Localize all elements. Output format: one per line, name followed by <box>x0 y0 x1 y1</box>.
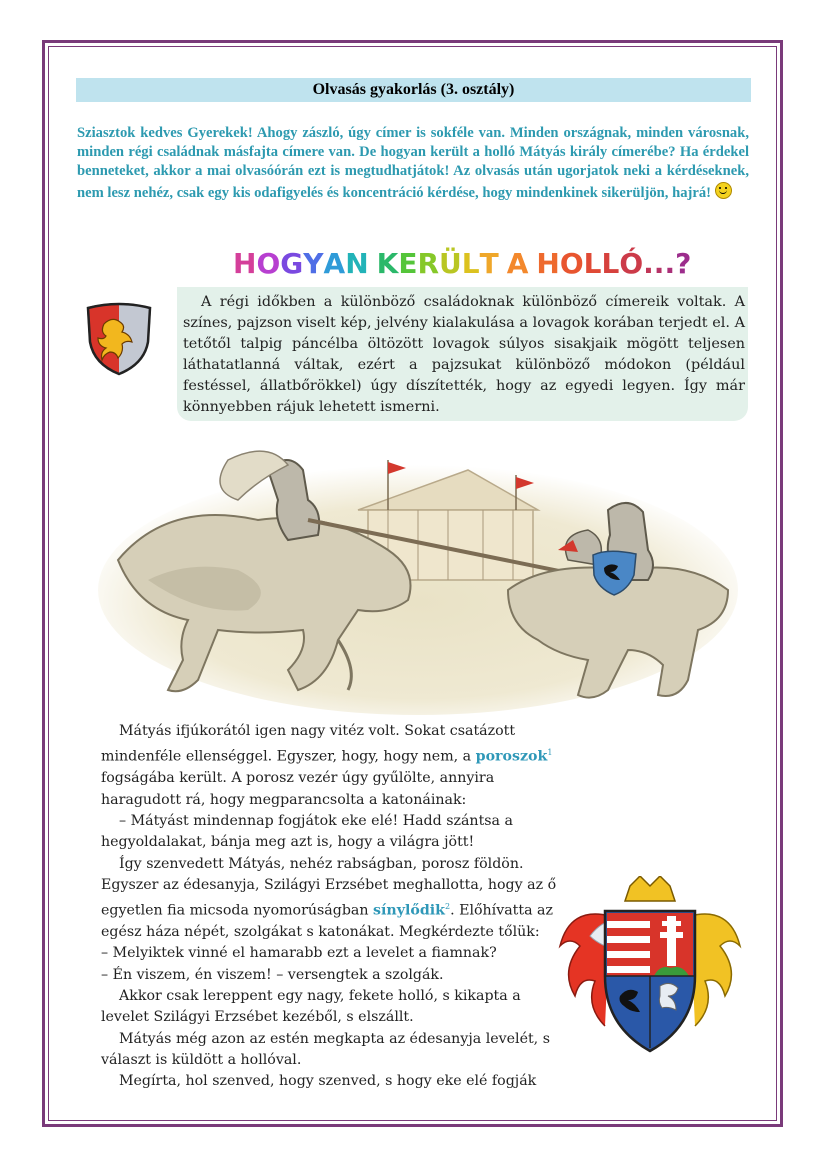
headline-letter: L <box>461 247 480 280</box>
headline-letter: L <box>583 247 602 280</box>
story-paragraph-8 <box>101 1071 571 1092</box>
footnote-ref-2: 2 <box>444 902 451 912</box>
story-p2: – Mátyást mindennap fogjátok eke elé! Hadd szántsa a hegyoldalakat, bánja meg azt is, hogy a világra jött! <box>101 812 513 851</box>
headline-letter: H <box>233 247 257 280</box>
story-p3-start: Így szenvedett Mátyás, nehéz rabságban, porosz földön. Egyszer az édesanyja, Szilágyi Erzsébet meghallotta, hogy az ő egyetlen fia micsoda nyomorúságban <box>101 855 557 919</box>
intro-text: Sziasztok kedves Gyerekek! Ahogy zászló, úgy címer is sokféle van. Minden országnak, minden városnak, minden régi családnak másfajta címere van. De hogyan került a holló Mátyás király címerébe? Ha érdekel benneteket, akkor a mai olvasóórán ezt is megtudhatjátok! Az olvasás után ugorjatok neki a kérdéseknek, nem lesz nehéz, csak egy kis odafigyelés és koncentráció kérdése, hogy mindenkinek sikerüljön, hajrá! <box>77 125 749 201</box>
headline-letter: G <box>280 247 304 280</box>
headline-letter: H <box>536 247 560 280</box>
headline-letter: . <box>653 247 665 280</box>
footnote-word-poroszok: poroszok <box>475 749 548 766</box>
headline-letter: N <box>345 247 369 280</box>
story-paragraph-4 <box>101 943 571 964</box>
story-p1-end: fogságába került. A porosz vezér úgy gyűlölte, annyira haragudott rá, hogy megparancsolta a katonáinak: <box>101 770 495 808</box>
headline-letter: K <box>376 247 399 280</box>
page-title: Olvasás gyakorlás (3. osztály) <box>76 78 751 102</box>
lion-shield-icon <box>84 302 154 376</box>
story-p7: Mátyás még azon az estén megkapta az édesanyja levelét, s választ is küldött a hollóval. <box>101 1030 550 1068</box>
headline-letter: ? <box>675 247 692 280</box>
story-paragraph-7 <box>101 1029 571 1072</box>
footnote-ref-1: 1 <box>547 748 553 758</box>
story-text <box>101 721 571 1093</box>
headline-letter: O <box>559 247 584 280</box>
smiley-icon <box>715 182 732 199</box>
footnote-word-sinylodik: sínylődik <box>373 902 445 919</box>
story-paragraph-2 <box>101 811 571 854</box>
story-p3-end: . Előhívatta az egész háza népét, szolgákat s katonákat. Megkérdezte tőlük: <box>101 902 553 941</box>
story-paragraph-3 <box>101 854 571 944</box>
headline-letter: T <box>479 247 499 280</box>
headline-letter: A <box>506 247 529 280</box>
story-p4: – Melyiktek vinné el hamarabb ezt a levelet a fiamnak? <box>101 945 497 962</box>
headline-letter: L <box>601 247 620 280</box>
intro-paragraph <box>77 124 749 203</box>
story-paragraph-1 <box>101 721 571 811</box>
story-headline <box>233 247 691 280</box>
story-p1-start: Mátyás ifjúkorától igen nagy vitéz volt. Sokat csatázott mindenféle ellenséggel. Egyszer, hogy, hogy nem, a <box>101 723 516 766</box>
headline-letter: . <box>643 247 654 280</box>
headline-letter: O <box>256 247 281 280</box>
story-p8: Megírta, hol szenved, hogy szenved, s hogy eke elé fogják <box>119 1073 537 1090</box>
info-box-text: A régi időkben a különböző családoknak különböző címereik voltak. A színes, pajzson viselt kép, jelvény kialakulása a lovagok korában terjedt el. A tetőtől talpig páncélba öltözött lovagok súlyos sisakjaik mögött teljesen láthatatlanná váltak, ezért a pajzsukat különböző módokon (például festéssel, állatbőrökkel) úgy díszítették, hogy az egyedi legyen. Így már könnyebben rájuk lehetett ismerni. <box>183 294 745 415</box>
headline-letter: Ó <box>619 247 644 280</box>
story-paragraph-6 <box>101 986 571 1029</box>
story-p6: Akkor csak lereppent egy nagy, fekete holló, s kikapta a levelet Szilágyi Erzsébet kezéből, s elszállt. <box>101 988 521 1026</box>
headline-letter: A <box>323 247 346 280</box>
headline-letter: R <box>417 247 440 280</box>
headline-letter: Y <box>303 247 324 280</box>
coat-of-arms-icon <box>550 876 750 1056</box>
joust-illustration <box>88 440 738 715</box>
headline-letter: . <box>664 247 676 280</box>
headline-letter: Ü <box>439 247 462 280</box>
headline-letter: E <box>398 247 418 280</box>
story-paragraph-5 <box>101 965 571 986</box>
info-box <box>183 292 745 418</box>
story-p5: – Én viszem, én viszem! – versengtek a szolgák. <box>101 966 444 983</box>
